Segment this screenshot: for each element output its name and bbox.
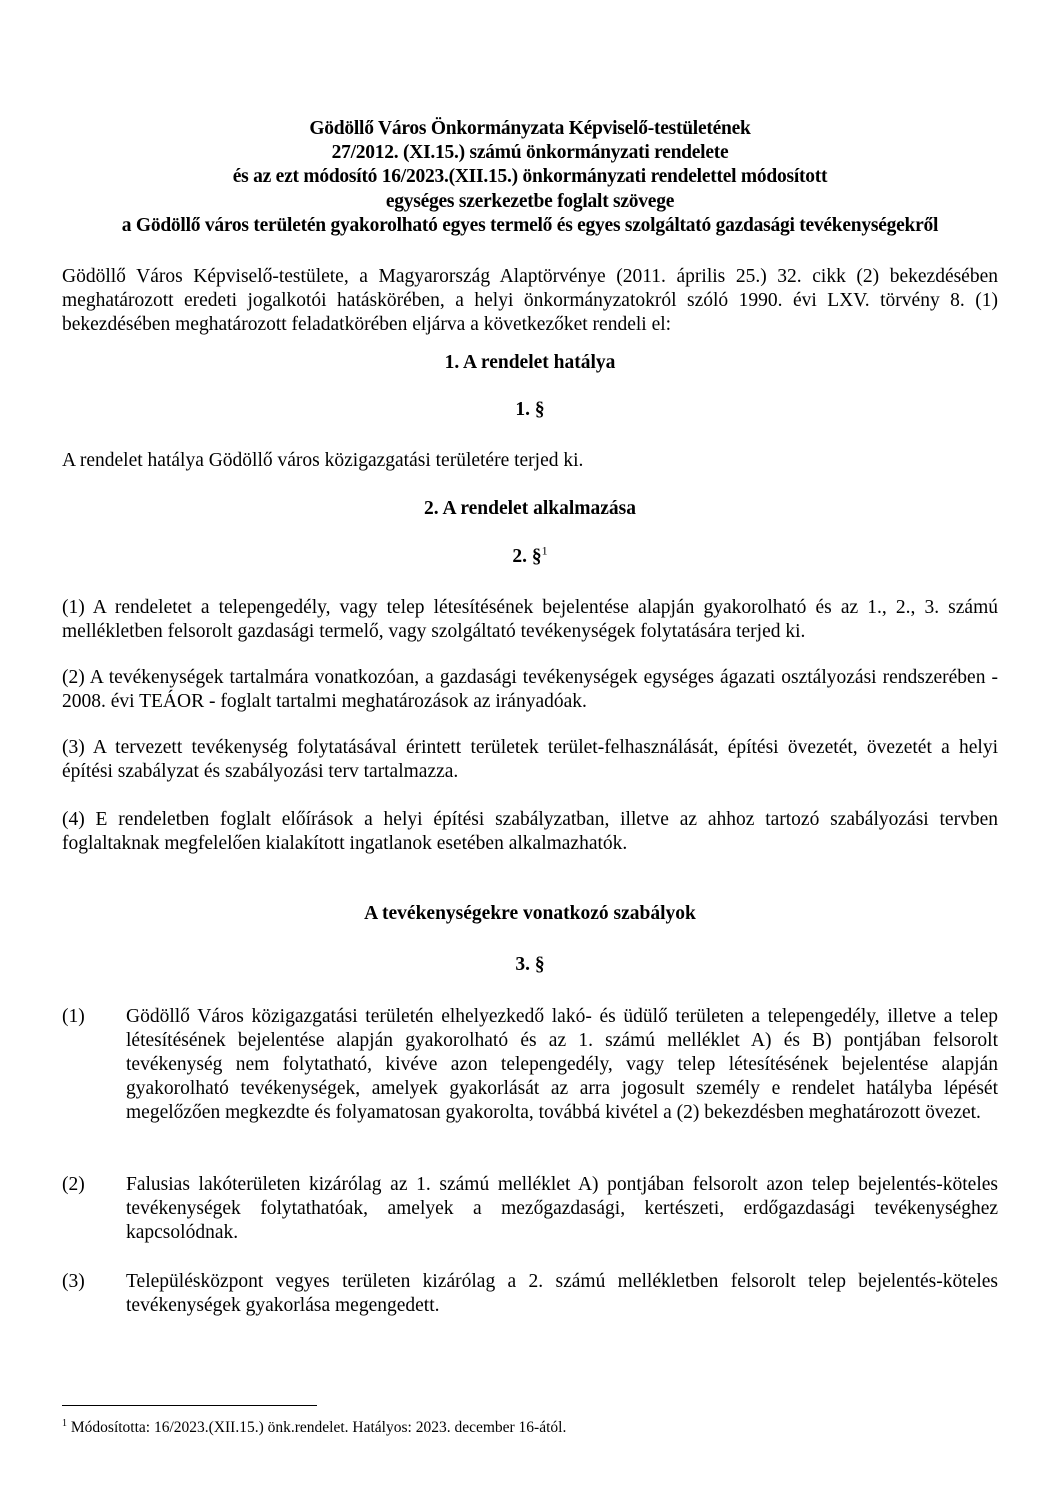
section-1-text: A rendelet hatálya Gödöllő város közigazgatási területére terjed ki. (62, 450, 584, 471)
footnote-text: Módosította: 16/2023.(XII.15.) önk.rendelet. Hatályos: 2023. december 16-ától. (67, 1419, 567, 1436)
section-3-item (62, 1173, 998, 1245)
document-page (62, 0, 998, 1497)
section-1-paragraph-mark: 1. § (515, 399, 545, 420)
paragraph-mark-text: 2. § (512, 546, 542, 567)
section-3-heading: A tevékenységekre vonatkozó szabályok (364, 903, 696, 924)
item-number: (1) (62, 1006, 85, 1027)
section-3-item (62, 1005, 998, 1125)
footnote (62, 1418, 566, 1438)
section-2-paragraph-mark (62, 545, 998, 569)
section-2-heading: 2. A rendelet alkalmazása (424, 498, 636, 519)
title-line: Gödöllő Város Önkormányzata Képviselő-testületének (309, 118, 751, 139)
title-line: a Gödöllő város területén gyakorolható egyes termelő és egyes szolgáltató gazdasági tevékenységekről (121, 214, 939, 236)
item-number: (2) (62, 1174, 85, 1195)
section-2-item: (1) A rendeletet a telepengedély, vagy telep létesítésének bejelentése alapján gyakorolható és az 1., 2., 3. számú mellékletben felsorolt gazdasági termelő, vagy szolgáltató tevékenységek folytatására terjed ki. (62, 597, 998, 642)
section-3-item (62, 1270, 998, 1318)
footnote-separator (62, 1405, 317, 1406)
footnote-marker: 1 (62, 1417, 67, 1429)
footnote-reference[interactable]: 1 (541, 543, 548, 558)
item-text: Gödöllő Város közigazgatási területén elhelyezkedő lakó- és üdülő területen a telepengedély, illetve a telep létesítésének bejelentése alapján gyakorolható és az 1. számú melléklet A) és B) pontjában felsorolt tevékenység nem folytatható, kivéve azon telepengedély, vagy telep létesítésének bejelentése alapján gyakorolható tevékenységek, amelyek gyakorlását az arra jogosult személy e rendelet hatályba lépését megelőzően megkezdte és folyamatosan gyakorolta, továbbá kivétel a (2) bekezdésben meghatározott övezet. (126, 1006, 998, 1123)
section-2-item: (4) E rendeletben foglalt előírások a helyi építési szabályzatban, illetve az ahhoz tartozó szabályozási tervben foglaltaknak megfelelően kialakított ingatlanok esetében alkalmazhatók. (62, 809, 998, 854)
title-line: 27/2012. (XI.15.) számú önkormányzati rendelete (331, 142, 729, 164)
title-line: és az ezt módosító 16/2023.(XII.15.) önkormányzati rendelettel módosított (232, 166, 828, 188)
document-title (56, 117, 1004, 238)
preamble: Gödöllő Város Képviselő-testülete, a Magyarország Alaptörvénye (2011. április 25.) 32. cikk (2) bekezdésében meghatározott eredeti jogalkotói hatáskörében, a helyi önkormányzatokról szóló 1990. évi LXV. törvény 8. (1) bekezdésében meghatározott feladatkörében eljárva a következőket rendeli el: (62, 266, 998, 335)
item-number: (3) (62, 1271, 85, 1292)
section-3-paragraph-mark: 3. § (515, 954, 545, 975)
item-text: Településközpont vegyes területen kizárólag a 2. számú mellékletben felsorolt telep bejelentés-köteles tevékenységek gyakorlása megengedett. (126, 1271, 998, 1316)
section-1-heading: 1. A rendelet hatálya (444, 352, 616, 373)
item-text: Falusias lakóterületen kizárólag az 1. számú melléklet A) pontjában felsorolt azon telep bejelentés-köteles tevékenységek folytathatóak, amelyek a mezőgazdasági, kertészeti, erdőgazdasági tevékenységhez kapcsolódnak. (126, 1174, 998, 1243)
title-line: egységes szerkezetbe foglalt szövege (385, 190, 675, 212)
section-2-item: (3) A tervezett tevékenység folytatásával érintett területek terület-felhasználását, építési övezetét, övezetét a helyi építési szabályzat és szabályozási terv tartalmazza. (62, 737, 998, 782)
section-2-item: (2) A tevékenységek tartalmára vonatkozóan, a gazdasági tevékenységek egységes ágazati osztályozási rendszerében - 2008. évi TEÁOR - foglalt tartalmi meghatározások az irányadóak. (62, 667, 998, 712)
